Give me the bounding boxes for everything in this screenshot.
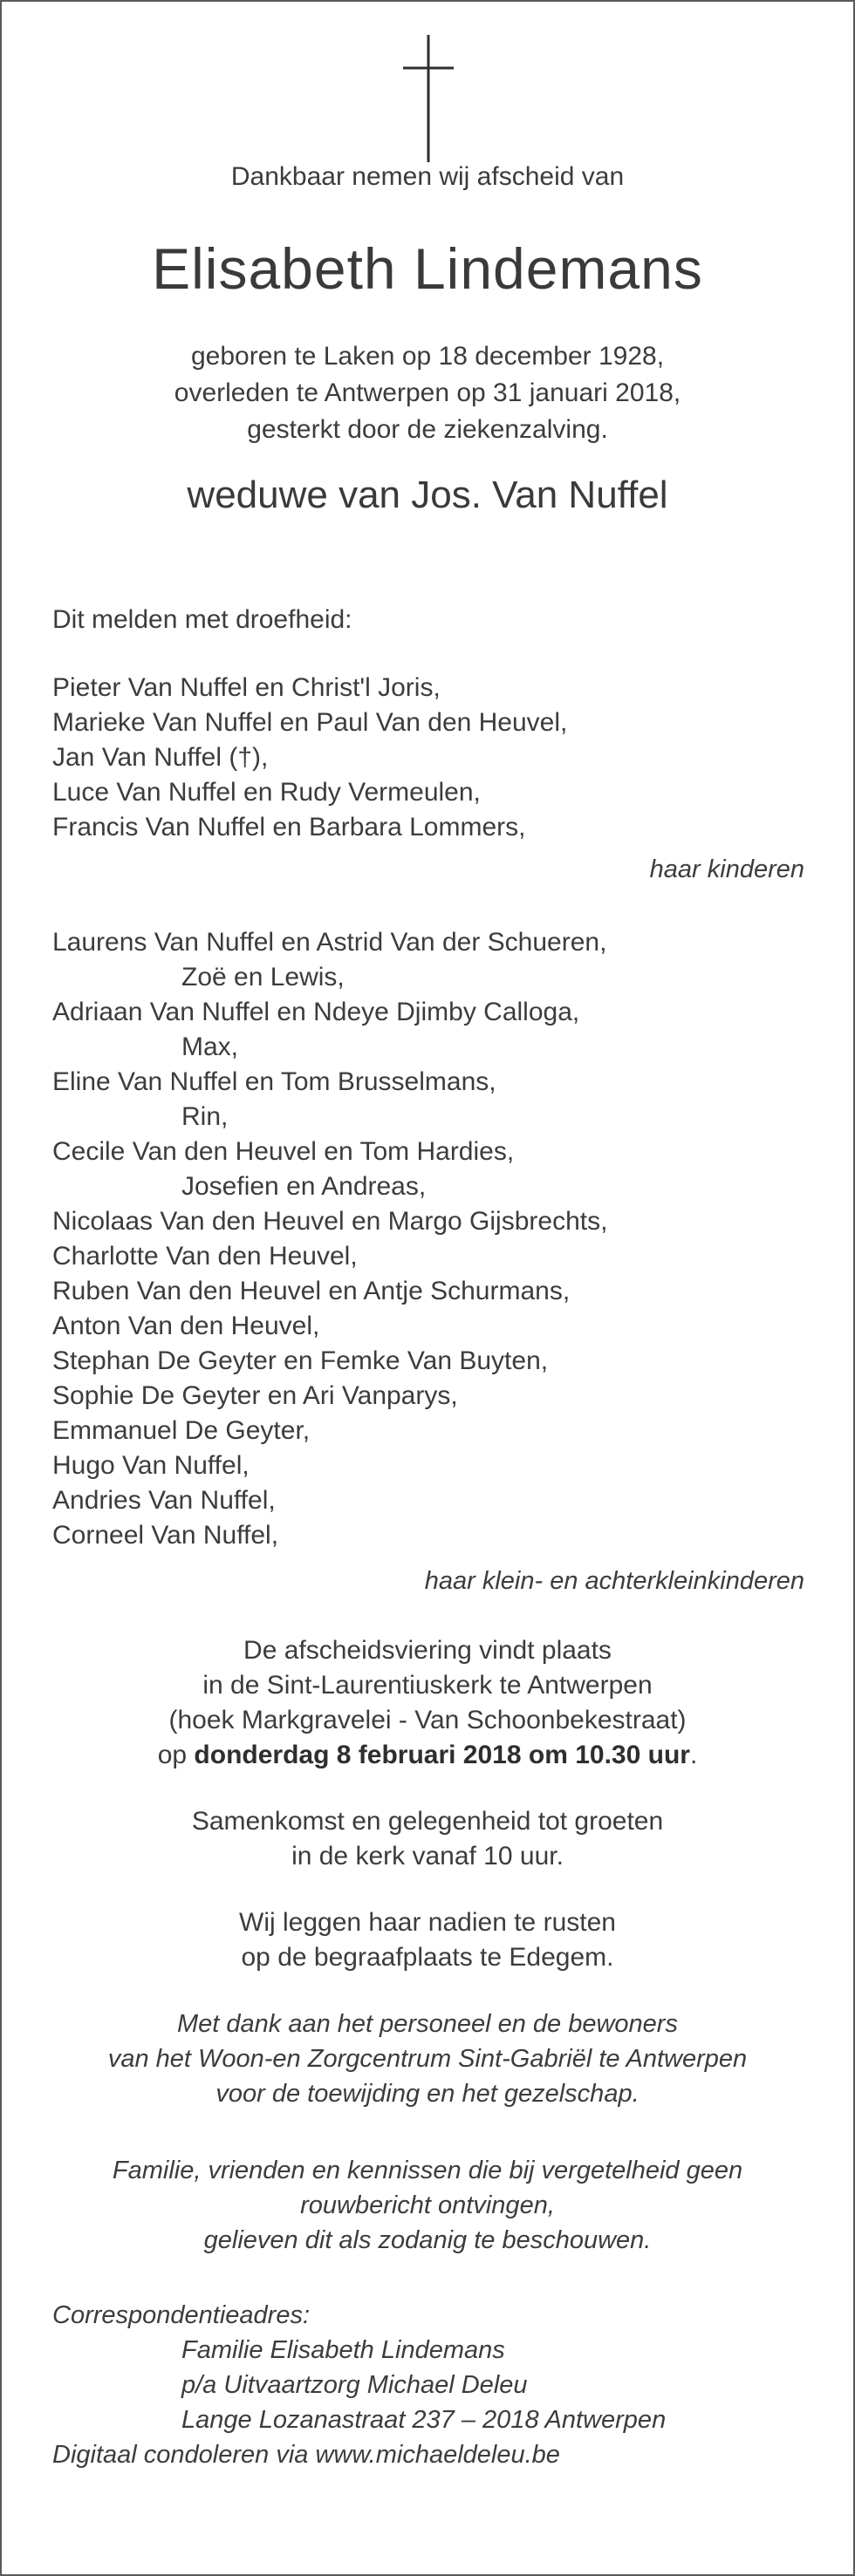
ceremony-date-prefix: op	[157, 1741, 195, 1769]
ceremony-line: De afscheidsviering vindt plaats	[243, 1636, 612, 1665]
grandchild-line: Cecile Van den Heuvel en Tom Hardies,	[52, 1137, 515, 1166]
thanks-line: van het Woon-en Zorgcentrum Sint-Gabriël te Antwerpen	[107, 2045, 748, 2073]
ceremony-date-suffix: .	[689, 1741, 698, 1769]
correspondence-line: p/a Uitvaartzorg Michael Deleu	[181, 2371, 528, 2399]
burial-line: Wij leggen haar nadien te rusten	[239, 1908, 616, 1937]
ceremony-date: donderdag 8 februari 2018 om 10.30 uur	[194, 1741, 690, 1769]
grandchild-line: Emmanuel De Geyter,	[52, 1416, 311, 1445]
grandchild-line: Josefien en Andreas,	[181, 1172, 427, 1201]
cross-icon	[403, 35, 454, 162]
grandchild-line: Nicolaas Van den Heuvel en Margo Gijsbrechts,	[52, 1207, 608, 1236]
grandchild-line: Ruben Van den Heuvel en Antje Schurmans,	[52, 1277, 571, 1305]
grandchild-line: Eline Van Nuffel en Tom Brusselmans,	[52, 1067, 496, 1096]
notice-line: gelieven dit als zodanig te beschouwen.	[203, 2226, 652, 2254]
child-line: Pieter Van Nuffel en Christ'l Joris,	[52, 673, 441, 702]
ceremony-date-line	[2, 1741, 853, 1770]
grandchild-line: Anton Van den Heuvel,	[52, 1312, 320, 1340]
gathering-line: Samenkomst en gelegenheid tot groeten	[191, 1807, 664, 1836]
ceremony-line: (hoek Markgravelei - Van Schoonbekestraat)	[168, 1706, 687, 1734]
child-line: Marieke Van Nuffel en Paul Van den Heuvel,	[52, 708, 568, 737]
notice-line: Familie, vrienden en kennissen die bij vergetelheid geen	[112, 2157, 743, 2184]
grandchild-line: Corneel Van Nuffel,	[52, 1521, 279, 1550]
announce-line: Dit melden met droefheid:	[52, 605, 352, 634]
grandchild-line: Rin,	[181, 1102, 229, 1131]
child-line: Francis Van Nuffel en Barbara Lommers,	[52, 813, 526, 842]
grandchild-line: Hugo Van Nuffel,	[52, 1451, 250, 1480]
correspondence-line: Familie Elisabeth Lindemans	[181, 2336, 505, 2364]
grandchild-line: Zoë en Lewis,	[181, 963, 345, 992]
thanks-line: Met dank aan het personeel en de bewoners	[177, 2010, 678, 2038]
grandchild-line: Charlotte Van den Heuvel,	[52, 1242, 358, 1271]
grandchild-line: Max,	[181, 1032, 239, 1061]
intro-text: Dankbaar nemen wij afscheid van	[230, 162, 625, 191]
ceremony-line: in de Sint-Laurentiuskerk te Antwerpen	[202, 1671, 653, 1700]
grandchildren-label: haar klein- en achterkleinkinderen	[424, 1567, 804, 1595]
death-line: overleden te Antwerpen op 31 januari 2018,	[174, 378, 681, 407]
grandchild-line: Laurens Van Nuffel en Astrid Van der Schueren,	[52, 928, 607, 957]
sacrament-line: gesterkt door de ziekenzalving.	[247, 415, 608, 444]
grandchild-line: Andries Van Nuffel,	[52, 1486, 276, 1515]
thanks-line: voor de toewijding en het gezelschap.	[215, 2080, 640, 2108]
notice-line: rouwbericht ontvingen,	[300, 2191, 555, 2219]
child-line: Jan Van Nuffel (†),	[52, 743, 269, 772]
grandchild-line: Stephan De Geyter en Femke Van Buyten,	[52, 1346, 549, 1375]
grandchild-line: Adriaan Van Nuffel en Ndeye Djimby Calloga,	[52, 998, 580, 1026]
deceased-name: Elisabeth Lindemans	[152, 236, 703, 301]
children-label: haar kinderen	[649, 855, 804, 883]
burial-line: op de begraafplaats te Edegem.	[241, 1943, 614, 1972]
condolence-link[interactable]: Digitaal condoleren via www.michaeldeleu.be	[52, 2441, 560, 2469]
correspondence-line: Lange Lozanastraat 237 – 2018 Antwerpen	[181, 2406, 667, 2434]
grandchild-line: Sophie De Geyter en Ari Vanparys,	[52, 1381, 458, 1410]
gathering-line: in de kerk vanaf 10 uur.	[291, 1842, 564, 1871]
correspondence-label: Correspondentieadres:	[52, 2301, 311, 2329]
widow-line: weduwe van Jos. Van Nuffel	[187, 474, 668, 516]
birth-line: geboren te Laken op 18 december 1928,	[190, 342, 665, 371]
child-line: Luce Van Nuffel en Rudy Vermeulen,	[52, 778, 481, 807]
